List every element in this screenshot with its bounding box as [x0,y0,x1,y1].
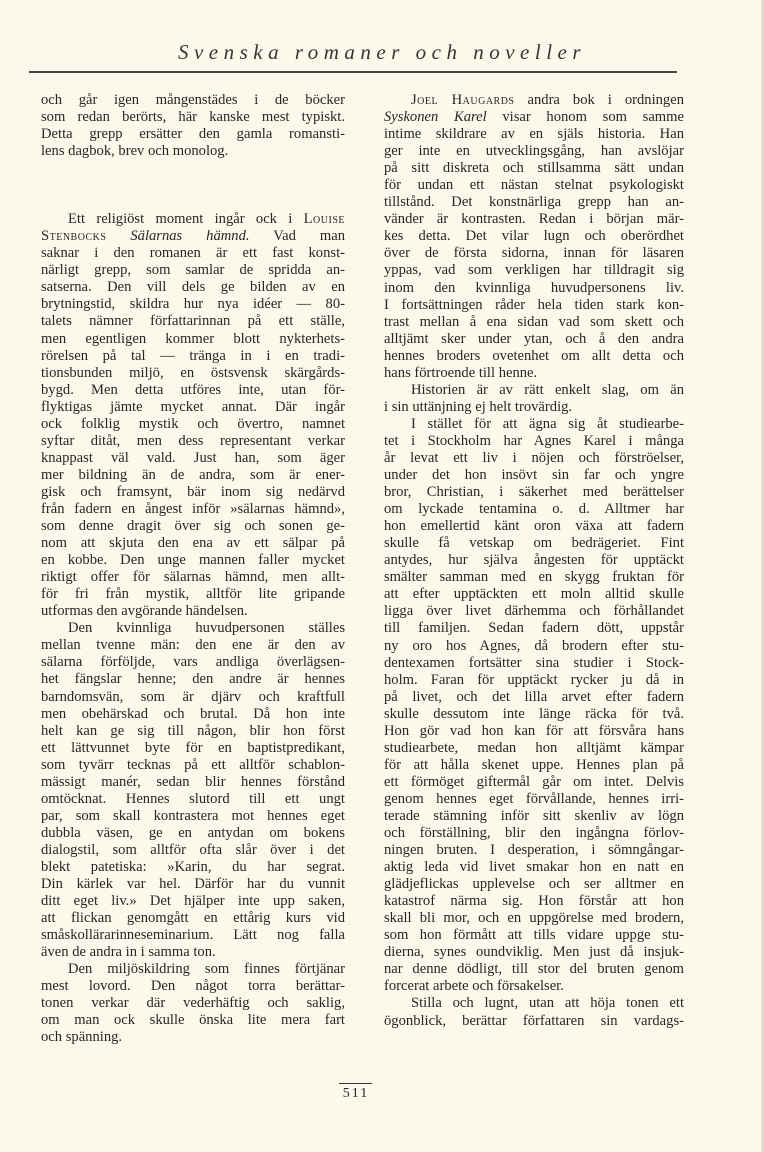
text-line: ligga över livet därhemma och förhållandet [384,603,684,620]
text-line: för undan ett nästan stelnat psykologiskt [384,177,684,194]
text-line: till familjen. Sedan fadern dött, uppstår [384,620,684,637]
text-line: dubbla väsen, ge en antydan om bokens [41,824,345,841]
author-name: Louise [303,211,345,228]
paragraph-haugard [384,92,684,382]
text-line: blekt patetiska: »Karin, du har segrat. [41,858,345,875]
paragraph [41,92,345,160]
text-line: bror, Christian, i säkerhet med berättelser [384,484,684,501]
text-line: mellan tvenne män: den ene är den av [41,637,345,654]
text-line: för fri från mystik, alltför lite gripande [41,586,345,603]
text-line: i sin uttänjning ej helt trovärdig. [384,398,573,415]
text-line: Stenbocks Sälarnas hämnd. Vad man [41,228,345,245]
page-number: 511 [342,1086,370,1101]
text-line: och spänning. [41,1029,123,1046]
text-line: skall bli mor, och en uppgörelse med brodern, [384,910,684,927]
text-line: lens dagbok, brev och monolog. [41,143,229,160]
text-line: forcerat arbete och försakelser. [384,978,564,995]
text-line: dentexamen fortsätter sina studier i Stock- [384,654,684,671]
text-line: ningen bruten. I desperation, i sömngångar- [384,842,684,859]
text-line: Den kvinnliga huvudpersonen ställes [68,620,345,637]
text-line: gisk och framsynt, bär inom sig nedärvd [41,483,345,500]
text-line: helt kan ge sig till någon, blir hon först [41,722,345,739]
text-line: Hon gör vad hon kan för att försvåra hans [384,722,684,739]
text-line: bygd. Men detta utföres inte, utan för- [41,381,345,398]
text-line: Detta grepp ersätter den gamla romansti- [41,126,345,143]
text-line: katastrof närma sig. Hon förstår att hon [384,893,684,910]
text-line: I stället för att ägna sig åt studiearbe- [411,415,684,432]
text-line: ditt eget liv.» Det hjälper inte upp saken, [41,893,345,910]
header-rule [29,71,677,73]
text-line: att flickan genomgått en ettårig kurs vid [41,910,345,927]
author-name: Joel Haugards [411,92,515,108]
text-line: utformas den avgörande händelsen. [41,603,248,620]
text-line: alltjämt sker under ytan, och å den andra [384,330,684,347]
text-line: Syskonen Karel visar honom som samme [384,109,684,126]
text-line: år levat ett liv i nöjen och förströelser, [384,449,684,466]
text-line: tet i Stockholm har Agnes Karel i många [384,432,684,449]
text-line: skulle få vetskap om bedrägeriet. Fint [384,535,684,552]
text-line: dierna, synes oundviklig. Men just då insjuk- [384,944,684,961]
text-line: på sitt diskreta och stillsamma sätt undan [384,160,684,177]
text-line: mer bildning än de andra, som är ener- [41,466,345,483]
text-line: om lyckade tentamina o. d. Alltmer har [384,501,684,518]
text-line: I fortsättningen råder hela tiden stark kon- [384,296,684,313]
text-line: Historien är av rätt enkelt slag, om än [411,381,684,398]
paragraph [41,961,345,1046]
text-line: knappast väl vald. Just han, som äger [41,449,345,466]
text-line: intime skildrare av en själs historia. Han [384,126,684,143]
text-line: inom den kvinnliga huvudpersonens liv. [384,279,684,296]
text-line: tonen verkar där vederhäftig och saklig, [41,995,345,1012]
text-line: ger inte en utvecklingsgång, han avslöjar [384,143,684,160]
paragraph [41,620,345,961]
text-line: tillstånd. Det konstnärliga grepp han an- [384,194,684,211]
paragraph-stenbock [41,211,345,620]
text-line: ögonblick, berättar författaren sin vardags- [384,1012,684,1029]
text-line: nar denne dödligt, till stor del bruten genom [384,961,684,978]
text-line: het fängslar henne; den andre är hennes [41,671,345,688]
text-line: och går igen mångenstädes i de böcker [41,92,345,108]
text-line: par, som skall kontrastera mot hennes eget [41,807,345,824]
text-line: under det hon insövt sin far och yngre [384,467,684,484]
text-line: satserna. Den vill dels ge bilden av en [41,279,345,296]
text-line: om man ock skulle önska lite mera fart [41,1012,345,1029]
paragraph [384,995,684,1029]
text-line: för att hålla skenet uppe. Hennes plan på [384,756,684,773]
text-line: sälarna förföljde, vars andliga överlägsen- [41,654,345,671]
text-line: Stilla och lugnt, utan att höja tonen ett [411,995,684,1012]
text-line: Den miljöskildring som finnes förtjänar [68,961,345,978]
text-line: men obehärskad och brutal. Då hon inte [41,705,345,722]
text-line: terade stämning inför sitt skenliv av lögn [384,807,684,824]
text-line: hon emellertid känt oron växa att fadern [384,518,684,535]
text-line: ny oro hos Agnes, då brodern efter stu- [384,637,684,654]
text-line: rörelsen på tal — tränga in i en tradi- [41,347,345,364]
text-line: omtöcknat. Hennes slutord till ett ungt [41,790,345,807]
section-gap [41,194,345,211]
text-line: även de andra in i samma ton. [41,944,216,961]
text-line: brytningstid, skildra hur nya idéer — 80- [41,296,345,313]
text-line: holm. Faran för upptäckt rycker ju då in [384,671,684,688]
text-line: småskollärarinneseminarium. Lätt nog falla [41,927,345,944]
text-line: flyktigas jämte mycket annat. Där ingår [41,398,345,415]
text-line: att efter upptäckten ett moln alltid skulle [384,586,684,603]
text-line: saknar i den romanen är ett fast konst- [41,245,345,262]
text-line: ett förmöget giftermål går om intet. Delvis [384,773,684,790]
paragraph [384,416,684,996]
text-line: vänder är kontrasten. Redan i början mär- [384,211,684,228]
text-line: Ett religiöst moment ingår ock i Louise [68,211,345,228]
text-line: trast mellan å ena sidan vad som skett och [384,313,684,330]
text-line: barndomsvän, som är djärv och kraftfull [41,688,345,705]
book-title: Syskonen Karel [384,109,487,126]
text-line: mässigt manér, sedan blir hennes förstånd [41,773,345,790]
text-line: studiearbete, medan hon alltjämt kämpar [384,739,684,756]
left-column [41,92,345,1046]
text-line: hans förtroende till henne. [384,364,538,381]
running-head: Svenska romaner och noveller [177,40,587,64]
text-line: hennes broders ovetenhet om allt detta och [384,347,684,364]
text-line: skulle dessutom inte länge räcka för två. [384,705,684,722]
text-line: över de första sidorna, innan för läsaren [384,245,684,262]
author-name: Stenbocks [41,228,107,245]
text-line: närligt grepp, som samlar de spridda an- [41,262,345,279]
text-line: en kobbe. Den unge mannen faller mycket [41,552,345,569]
text-line: aktig leda vid livet smakar hon en natt en [384,859,684,876]
text-line: glädjeflickas upplevelse och ser alltmer en [384,876,684,893]
text-line: ock folklig mystik och övertro, namnet [41,415,345,432]
text-line: genom hennes eget förvållande, hennes irri- [384,790,684,807]
text-line: smälter samman med en skygg fruktan för [384,569,684,586]
text-line: som hon förmått att tills vidare uppge stu- [384,927,684,944]
text-line: på livet, och det lilla arvet efter fadern [384,688,684,705]
section-gap [41,160,345,194]
paragraph [384,382,684,416]
text-line: antydes, hur själva ångesten för upptäckt [384,552,684,569]
text-line: kes detta. Det vilar lugn och oberördhet [384,228,684,245]
folio-rule [339,1083,372,1084]
text-line: och förställning, blir den ingångna förlov- [384,825,684,842]
text-line: mest lovord. Den något torra berättar- [41,978,345,995]
text-line: som denne dragit över sig och sonen ge- [41,518,345,535]
text-line: från fadern en ångest inför »sälarnas hämnd», [41,500,345,517]
text-line: tionsbunden miljö, en östsvensk skärgårds- [41,364,345,381]
text-line: yppas, vad som verkligen har tilldragit sig [384,262,684,279]
right-column [384,92,684,1030]
text-line: Joel Haugards andra bok i ordningen [411,92,684,108]
text-line: talets nämner författarinnan på ett ställe, [41,313,345,330]
text-line: nom att skjuta den ena av ett sälpar på [41,535,345,552]
text-line: som tyvärr tecknas på ett alltför schablon- [41,756,345,773]
text-line: riktigt offer för sälarnas hämnd, men allt- [41,569,345,586]
text-line: som redan berörts, här kanske mest typiskt. [41,109,345,126]
text-line: ett lättvunnet byte för en baptistpredikant, [41,739,345,756]
text-line: dialogstil, som alltför ofta slår över i det [41,841,345,858]
book-title: Sälarnas hämnd. [130,228,250,245]
text-line: men egentligen kommer blott nykterhets- [41,330,345,347]
text-line: syftar ditåt, men dess representant verkar [41,432,345,449]
text-line: Din kärlek var hel. Därför har du vunnit [41,876,345,893]
